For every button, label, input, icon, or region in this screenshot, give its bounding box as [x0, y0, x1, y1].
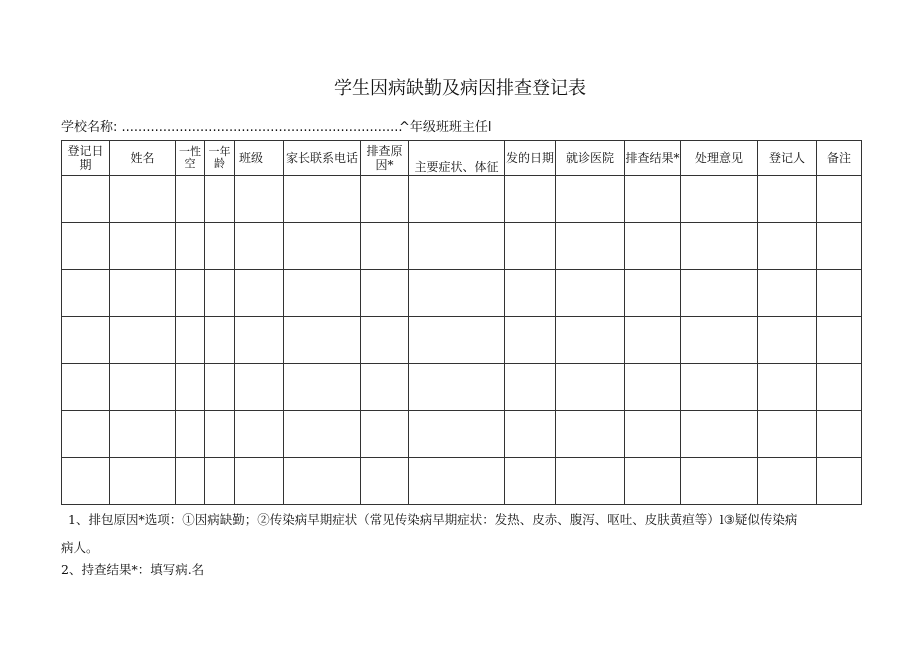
table-cell[interactable]: [556, 176, 625, 223]
header-onset-date: 发的日期: [505, 141, 556, 176]
table-cell[interactable]: [361, 223, 409, 270]
table-cell[interactable]: [505, 270, 556, 317]
table-cell[interactable]: [284, 411, 361, 458]
table-row: [62, 411, 862, 458]
table-cell[interactable]: [284, 270, 361, 317]
table-cell[interactable]: [110, 364, 176, 411]
table-cell[interactable]: [62, 317, 110, 364]
table-cell[interactable]: [758, 270, 817, 317]
header-hospital: 就诊医院: [556, 141, 625, 176]
table-row: [62, 317, 862, 364]
table-cell[interactable]: [409, 270, 505, 317]
header-registrar: 登记人: [758, 141, 817, 176]
table-cell[interactable]: [205, 364, 235, 411]
table-cell[interactable]: [176, 317, 205, 364]
registration-table: [61, 140, 862, 505]
table-cell[interactable]: [625, 317, 681, 364]
table-cell[interactable]: [235, 317, 284, 364]
table-cell[interactable]: [681, 176, 758, 223]
table-cell[interactable]: [817, 317, 862, 364]
header-remarks: 备注: [817, 141, 862, 176]
table-cell[interactable]: [625, 270, 681, 317]
table-cell[interactable]: [409, 411, 505, 458]
table-cell[interactable]: [284, 458, 361, 505]
table-cell[interactable]: [62, 458, 110, 505]
table-cell[interactable]: [62, 223, 110, 270]
table-row: [62, 223, 862, 270]
table-cell[interactable]: [556, 411, 625, 458]
table-cell[interactable]: [409, 458, 505, 505]
table-cell[interactable]: [409, 364, 505, 411]
table-cell[interactable]: [235, 223, 284, 270]
table-cell[interactable]: [625, 176, 681, 223]
table-cell[interactable]: [176, 411, 205, 458]
table-cell[interactable]: [235, 270, 284, 317]
header-gender: 一性空: [176, 141, 205, 176]
table-cell[interactable]: [235, 411, 284, 458]
header-symptoms: 主要症状、体征: [409, 141, 505, 176]
table-cell[interactable]: [556, 364, 625, 411]
table-cell[interactable]: [556, 458, 625, 505]
table-cell[interactable]: [505, 176, 556, 223]
table-cell[interactable]: [284, 317, 361, 364]
table-row: [62, 364, 862, 411]
table-cell[interactable]: [62, 176, 110, 223]
table-cell[interactable]: [505, 223, 556, 270]
table-row: [62, 176, 862, 223]
table-cell[interactable]: [758, 223, 817, 270]
table-cell[interactable]: [817, 458, 862, 505]
note-line-1: 1、排包原因*选项：①因病缺勤；②传染病早期症状（常见传染病早期症状：发热、皮赤、腹泻、呕吐、皮肤黄疸等）l③疑似传染病: [68, 512, 798, 527]
table-cell[interactable]: [284, 223, 361, 270]
table-cell[interactable]: [284, 176, 361, 223]
header-name: 姓名: [110, 141, 176, 176]
table-cell[interactable]: [681, 223, 758, 270]
table-cell[interactable]: [62, 364, 110, 411]
school-name-blank: ....................................................................: [121, 120, 403, 135]
table-cell[interactable]: [205, 270, 235, 317]
table-cell[interactable]: [361, 176, 409, 223]
table-cell[interactable]: [235, 176, 284, 223]
header-register-date: 登记日期: [62, 141, 110, 176]
table-cell[interactable]: [284, 364, 361, 411]
table-cell[interactable]: [110, 317, 176, 364]
table-cell[interactable]: [758, 364, 817, 411]
table-cell[interactable]: [625, 458, 681, 505]
table-cell[interactable]: [505, 411, 556, 458]
page-title: 学生因病缺勤及病因排查登记表: [334, 78, 586, 99]
table-cell[interactable]: [361, 270, 409, 317]
table-cell[interactable]: [205, 223, 235, 270]
table-cell[interactable]: [409, 317, 505, 364]
table-cell[interactable]: [361, 317, 409, 364]
table-cell[interactable]: [758, 317, 817, 364]
table-cell[interactable]: [409, 223, 505, 270]
table-cell[interactable]: [556, 270, 625, 317]
table-cell[interactable]: [205, 458, 235, 505]
table-cell[interactable]: [361, 411, 409, 458]
table-cell[interactable]: [817, 411, 862, 458]
table-cell[interactable]: [505, 364, 556, 411]
table-cell[interactable]: [817, 223, 862, 270]
header-age: 一年龄: [205, 141, 235, 176]
school-name-label: 学校名称:: [61, 120, 118, 135]
table-cell[interactable]: [625, 364, 681, 411]
note-line-1-continued: 病人。: [61, 540, 99, 555]
table-cell[interactable]: [625, 411, 681, 458]
table-cell[interactable]: [176, 176, 205, 223]
table-cell[interactable]: [505, 458, 556, 505]
table-cell[interactable]: [681, 270, 758, 317]
table-cell[interactable]: [176, 223, 205, 270]
table-cell[interactable]: [110, 270, 176, 317]
table-cell[interactable]: [681, 411, 758, 458]
table-cell[interactable]: [817, 270, 862, 317]
table-cell[interactable]: [817, 364, 862, 411]
table-cell[interactable]: [409, 176, 505, 223]
table-cell[interactable]: [110, 411, 176, 458]
table-cell[interactable]: [758, 458, 817, 505]
table-cell[interactable]: [681, 317, 758, 364]
header-check-result: 排查结果*: [625, 141, 681, 176]
table-cell[interactable]: [681, 364, 758, 411]
header-parent-phone: 家长联系电话: [284, 141, 361, 176]
table-cell[interactable]: [110, 458, 176, 505]
school-name-field: [61, 116, 403, 135]
table-body: [62, 176, 862, 505]
table-cell[interactable]: [625, 223, 681, 270]
table-cell[interactable]: [235, 364, 284, 411]
table-cell[interactable]: [361, 364, 409, 411]
table-cell[interactable]: [176, 270, 205, 317]
table-cell[interactable]: [556, 317, 625, 364]
table-row: [62, 270, 862, 317]
table-cell[interactable]: [556, 223, 625, 270]
table-cell[interactable]: [681, 458, 758, 505]
table-cell[interactable]: [758, 176, 817, 223]
table-cell[interactable]: [110, 223, 176, 270]
table-row: [62, 458, 862, 505]
table-cell[interactable]: [205, 317, 235, 364]
table-cell[interactable]: [235, 458, 284, 505]
table-cell[interactable]: [361, 458, 409, 505]
table-cell[interactable]: [62, 270, 110, 317]
table-cell[interactable]: [817, 176, 862, 223]
table-cell[interactable]: [110, 176, 176, 223]
header-check-reason: 排查原因*: [361, 141, 409, 176]
header-handling-opinion: 处理意见: [681, 141, 758, 176]
note-line-2: 2、持查结果*：填写病.名: [61, 562, 205, 577]
table-cell[interactable]: [205, 411, 235, 458]
table-cell[interactable]: [176, 364, 205, 411]
table-cell[interactable]: [176, 458, 205, 505]
table-cell[interactable]: [758, 411, 817, 458]
table-cell[interactable]: [62, 411, 110, 458]
table-cell[interactable]: [505, 317, 556, 364]
header-class: 班级: [235, 141, 284, 176]
class-teacher-label: ^年级班班主任l: [399, 120, 492, 135]
table-header-row: [62, 141, 862, 176]
table-cell[interactable]: [205, 176, 235, 223]
